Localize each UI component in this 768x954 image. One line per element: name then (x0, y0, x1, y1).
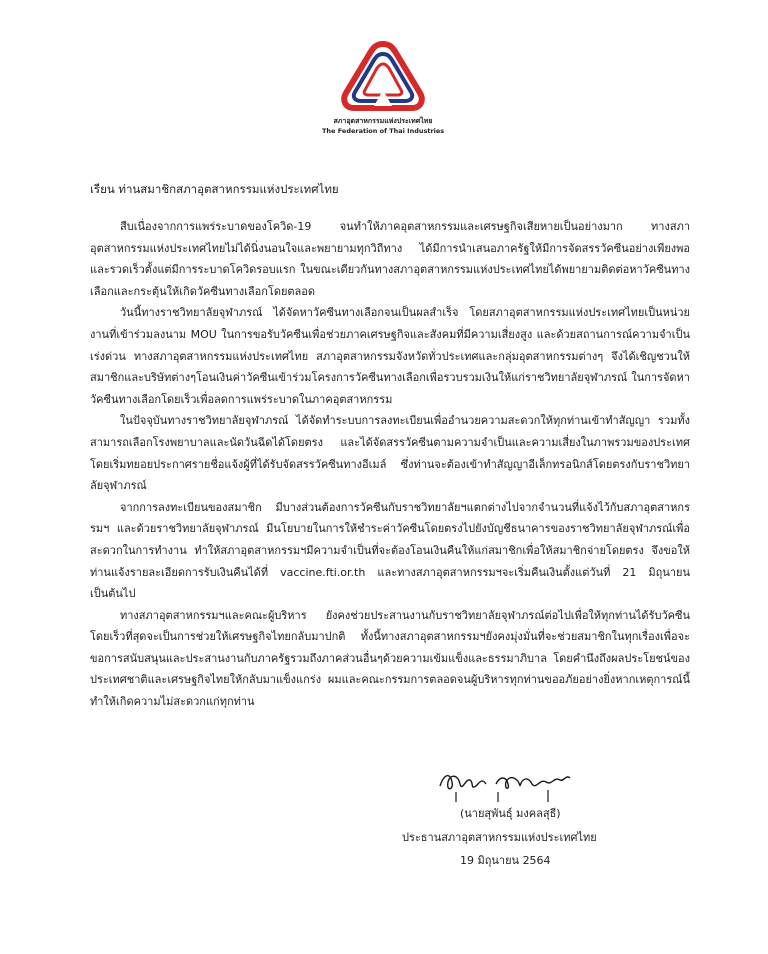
handwritten-signature (436, 764, 586, 804)
paragraph: ในปัจจุบันทางราชวิทยาลัยจุฬาภรณ์ ได้จัดทำระบบการลงทะเบียนเพื่ออำนวยความสะดวกให้ทุกท่านเข้าทำสัญญา รวมทั้งสามารถเลือกโรงพยาบาลและนัดวันฉีดได้โดยตรง และได้จัดสรรวัคซีนตามความจำเป็นและความเสี่ยงในภาพรวมของประเทศ โดยเริ่มทยอยประกาศรายชื่อแจ้งผู้ที่ได้รับจัดสรรวัคซีนทางอีเมล์ ซึ่งท่านจะต้องเข้าทำสัญญาอีเล็กทรอนิกส์โดยตรงกับราชวิทยาลัยจุฬาภรณ์ (90, 414, 690, 493)
signer-name: (นายสุพันธุ์ มงคลสุธี) (460, 807, 561, 820)
paragraph: สืบเนื่องจากการแพร่ระบาดของโควิด-19 จนทำให้ภาคอุตสาหกรรมและเศรษฐกิจเสียหายเป็นอย่างมาก ทางสภาอุตสาหกรรมแห่งประเทศไทยไม่ได้นิ่งนอนใจและพยายามทุกวิถีทาง ได้มีการนำเสนอภาครัฐให้มีการจัดสรรวัคซีนอย่างเพียงพอและรวดเร็วตั้งแต่มีการระบาดโควิดรอบแรก ในขณะเดียวกันทางสภาอุตสาหกรรมแห่งประเทศไทยได้พยายามติดต่อหาวัคซีนทางเลือกและกระตุ้นให้เกิดวัคซีนทางเลือกโดยตลอด (90, 220, 690, 298)
letter-body (90, 216, 690, 713)
paragraph: วันนี้ทางราชวิทยาลัยจุฬาภรณ์ ได้จัดหาวัคซีนทางเลือกจนเป็นผลสำเร็จ โดยสภาอุตสาหกรรมแห่งประเทศไทยเป็นหน่วยงานที่เข้าร่วมลงนาม MOU ในการขอรับวัคซีนเพื่อช่วยภาคเศรษฐกิจและสังคมที่มีความเสี่ยงสูง และด้วยสถานการณ์ความจำเป็นเร่งด่วน ทางสภาอุตสาหกรรมแห่งประเทศไทย สภาอุตสาหกรรมจังหวัดทั่วประเทศและกลุ่มอุตสาหกรรมต่างๆ จึงได้เชิญชวนให้สมาชิกและบริษัทต่างๆโอนเงินค่าวัคซีนเข้าร่วมโครงการวัคซีนทางเลือกเพื่อรวบรวมเงินให้แก่ราชวิทยาลัยจุฬาภรณ์ ในการจัดหาวัคซีนทางเลือกโดยเร็วเพื่อลดการแพร่ระบาดในภาคอุตสาหกรรม (90, 306, 690, 406)
paragraph: จากการลงทะเบียนของสมาชิก มีบางส่วนต้องการวัคซีนกับราชวิทยาลัยฯแตกต่างไปจากจำนวนที่แจ้งไว้กับสภาอุตสาหกรรมฯ และด้วยราชวิทยาลัยจุฬาภรณ์ มีนโยบายในการให้ชำระค่าวัคซีนโดยตรงไปยังบัญชีธนาคารของราชวิทยาลัยจุฬาภรณ์เพื่อสะดวกในการทำงาน ทำให้สภาอุตสาหกรรมฯมีความจำเป็นที่จะต้องโอนเงินคืนให้แก่สมาชิกเพื่อให้สมาชิกจ่ายโดยตรง จึงขอให้ท่านแจ้งรายละเอียดการรับเงินคืนได้ที่ vaccine.fti.or.th และทางสภาอุตสาหกรรมฯจะเริ่มคืนเงินตั้งแต่วันที่ 21 มิถุนายน เป็นต้นไป (90, 500, 690, 601)
signer-title: ประธานสภาอุตสาหกรรมแห่งประเทศไทย (402, 831, 597, 844)
fti-logo-icon (338, 40, 428, 114)
letter-date: 19 มิถุนายน 2564 (460, 854, 551, 867)
paragraph: ทางสภาอุตสาหกรรมฯและคณะผู้บริหาร ยังคงช่วยประสานงานกับราชวิทยาลัยจุฬาภรณ์ต่อไปเพื่อให้ทุกท่านได้รับวัคซีนโดยเร็วที่สุดจะเป็นการช่วยให้เศรษฐกิจไทยกลับมาปกติ ทั้งนี้ทางสภาอุตสาหกรรมฯยังคงมุ่งมั่นที่จะช่วยสมาชิกในทุกเรื่องเพื่อจะขอการสนับสนุนและประสานงานกับภาครัฐรวมถึงภาคส่วนอื่นๆด้วยความเข้มแข็งและธรรมาภิบาล โดยคำนึงถึงผลประโยชน์ของประเทศชาติและเศรษฐกิจไทยให้กลับมาแข็งแกร่ง ผมและคณะกรรมการตลอดจนผู้บริหารทุกท่านขออภัยอย่างยิ่งหากเหตุการณ์นี้ทำให้เกิดความไม่สะดวกแก่ทุกท่าน (90, 608, 690, 709)
letterhead (322, 40, 444, 135)
org-name-thai: สภาอุตสาหกรรมแห่งประเทศไทย (333, 117, 433, 125)
org-name-english: The Federation of Thai Industries (322, 127, 445, 135)
salutation: เรียน ท่านสมาชิกสภาอุตสาหกรรมแห่งประเทศไทย (90, 182, 339, 196)
